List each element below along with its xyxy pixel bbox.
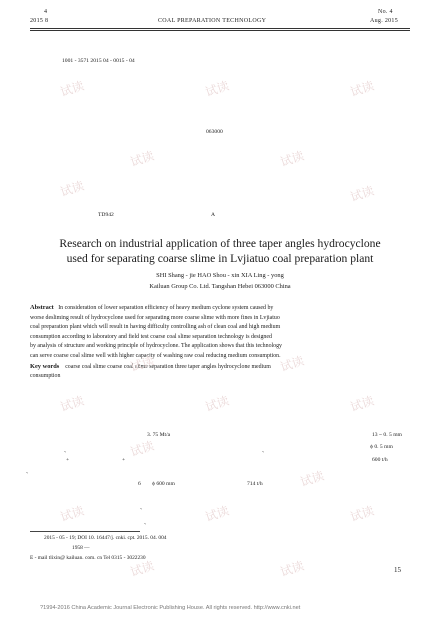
comma-5: 、: [144, 520, 150, 526]
english-title-line-1: Research on industrial application of three taper angles hydrocyclone: [59, 237, 381, 250]
plus-sign-2: +: [122, 457, 126, 463]
watermark-stamp: 试读: [128, 438, 156, 460]
footnote-contact: E - mail tlixin@ kailuan. com. cn Tel 0315 - 3022230: [30, 555, 146, 561]
watermark-stamp: 试读: [298, 468, 326, 490]
cyclone-diameter: ϕ 600 mm: [152, 481, 175, 487]
abstract-line-2: worse desliming result of hydrocyclone used for separating more coarse slime with more fines in Lvjiatuo: [30, 314, 280, 321]
watermark-stamp: 试读: [278, 148, 306, 170]
footnote-received-doi: 2015 - 05 - 19; DOI 10. 16447/j. cnki. cpt. 2015. 04. 004: [44, 535, 167, 541]
watermark-stamp: 试读: [348, 393, 376, 415]
english-title-line-2: used for separating coarse slime in Lvjiatuo coal preparation plant: [66, 252, 374, 265]
watermark-stamp: 试读: [58, 78, 86, 100]
keywords-label: Key words: [30, 362, 60, 370]
header-rule-top: [30, 28, 410, 29]
page-number: 15: [394, 566, 401, 574]
journal-name: COAL PREPARATION TECHNOLOGY: [158, 18, 267, 24]
article-id: 1001 - 3571 2015 04 - 0015 - 04: [62, 58, 135, 64]
date-right: Aug. 2015: [370, 18, 399, 24]
size-limit: ϕ 0. 5 mm: [370, 444, 393, 450]
watermark-stamp: 试读: [58, 503, 86, 525]
document-code: A: [211, 212, 216, 218]
plus-sign-1: +: [66, 457, 70, 463]
copyright-footer: ?1994-2016 China Academic Journal Electronic Publishing House. All rights reserved. http://www.cnki.net: [40, 605, 301, 611]
abstract-line-3: coal preparation plant which will result in having difficulty controlling ash of clean coal and high medium: [30, 324, 281, 331]
watermark-stamp: 试读: [278, 558, 306, 580]
year-month-left: 2015 8: [30, 18, 49, 24]
english-affiliation: Kailuan Group Co. Ltd. Tangshan Hebei 063000 China: [149, 283, 291, 290]
footnote-rule: [30, 531, 140, 532]
comma-1: 、: [64, 448, 70, 454]
watermark-stamp: 试读: [58, 178, 86, 200]
watermark-stamp: 试读: [203, 393, 231, 415]
flow-rate-2: 714 t/h: [247, 481, 263, 487]
watermark-stamp: 试读: [203, 78, 231, 100]
issue-number-top-left: 4: [44, 9, 48, 15]
footnote-author-birth: 1958 —: [72, 545, 90, 551]
watermark-stamp: 试读: [348, 503, 376, 525]
abstract-line-1: Abstract In consideration of lower separation efficiency of heavy medium cyclone system caused by: [30, 304, 274, 311]
watermark-stamp: 试读: [348, 183, 376, 205]
digit-six: 6: [138, 481, 141, 487]
comma-2: 、: [262, 448, 268, 454]
english-authors: SHI Shang - jie HAO Shou - xin XIA Ling - yong: [156, 272, 284, 279]
flow-rate-1: 600 t/h: [372, 457, 388, 463]
english-title: [20, 236, 420, 266]
plant-capacity: 3. 75 Mt/a: [147, 432, 171, 438]
watermark-stamp: 试读: [128, 353, 156, 375]
watermark-stamp: 试读: [58, 393, 86, 415]
issue-number-top-right: No. 4: [378, 9, 393, 15]
watermark-stamp: 试读: [203, 503, 231, 525]
comma-3: 、: [26, 469, 32, 475]
size-range: 13 ~ 0. 5 mm: [372, 432, 402, 438]
keywords-line-2: consumption: [30, 373, 61, 380]
watermark-stamp: 试读: [348, 78, 376, 100]
abstract-line-6: can serve coarse coal slime well with higher capacity of washing raw coal reducing medium consumption.: [30, 352, 281, 359]
watermark-stamp: 试读: [128, 148, 156, 170]
abstract-line-4: consumption according to laboratory and field test coarse coal slime separation technology is designed: [30, 333, 272, 340]
watermark-stamp: 试读: [278, 353, 306, 375]
abstract-label: Abstract: [30, 304, 54, 311]
watermark-stamp: 试读: [128, 558, 156, 580]
keywords-line-1: Key words coarse coal slime coarse coal slime separation three taper angles hydrocyclone medium: [30, 362, 271, 370]
abstract-line-5: by analysis of structure and working principle of hydrocyclone. The application shows that this technology: [30, 343, 282, 350]
comma-4: 、: [140, 505, 146, 511]
header-rule-bottom: [30, 30, 410, 31]
clc-number: TD942: [98, 212, 114, 218]
postcode: 063000: [206, 129, 223, 135]
english-abstract: [30, 303, 402, 382]
